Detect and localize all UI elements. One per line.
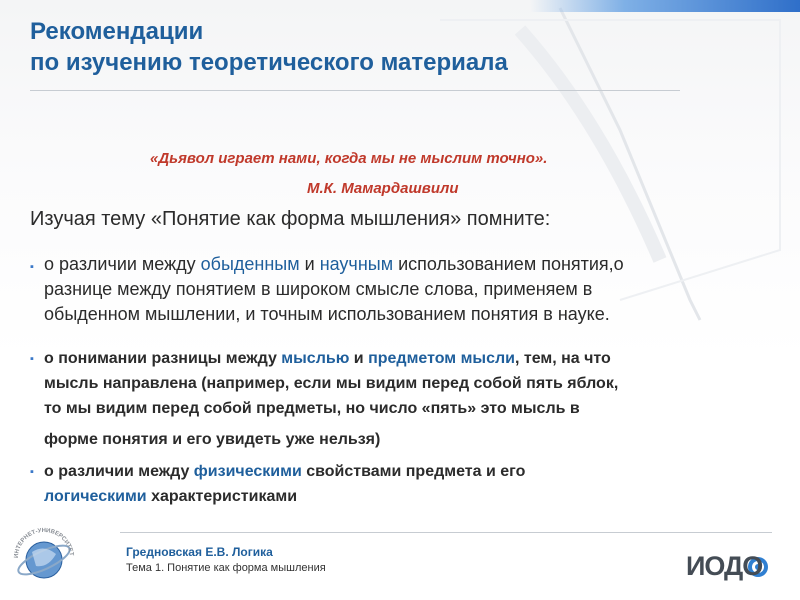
item-line: разнице между понятием в широком смысле слова, применяем в bbox=[44, 279, 593, 299]
list-item bbox=[30, 252, 775, 327]
text-run: и bbox=[299, 254, 320, 274]
iodo-logo-text: ИОДО bbox=[686, 551, 763, 581]
svg-text:ИНТЕРНЕТ-УНИВЕРСИТЕТ: ИНТЕРНЕТ-УНИВЕРСИТЕТ bbox=[13, 527, 74, 559]
title-line-2: по изучению теоретического материала bbox=[30, 49, 508, 76]
text-run: о различии между bbox=[44, 254, 201, 274]
bullet-icon: ▪ bbox=[30, 261, 34, 273]
item-line bbox=[44, 252, 775, 277]
item-line: обыденном мышлении, и точным использованием понятия в науке. bbox=[44, 304, 610, 324]
item-line bbox=[44, 459, 775, 484]
highlight-term: научным bbox=[319, 254, 394, 274]
bullet-icon: ▪ bbox=[30, 466, 34, 478]
title-divider bbox=[30, 90, 680, 91]
list-item bbox=[30, 346, 775, 452]
top-accent-bar bbox=[530, 0, 800, 12]
text-run: и bbox=[349, 350, 369, 367]
list-item bbox=[30, 459, 775, 509]
highlight-term: мыслью bbox=[281, 350, 350, 367]
item-line: то мы видим перед собой предметы, но число «пять» это мысль в bbox=[44, 400, 580, 417]
epigraph-quote: «Дьявол играет нами, когда мы не мыслим точно». bbox=[150, 150, 548, 167]
bullet-icon: ▪ bbox=[30, 353, 34, 365]
highlight-term: логическими bbox=[44, 488, 147, 505]
text-run: использованием понятия,о bbox=[393, 254, 624, 274]
text-run: , тем, на что bbox=[514, 350, 611, 367]
item-line: форме понятия и его увидеть уже нельзя) bbox=[44, 431, 381, 448]
item-line: мысль направлена (например, если мы видим перед собой пять яблок, bbox=[44, 375, 619, 392]
text-run: о понимании разницы между bbox=[44, 350, 282, 367]
page-title bbox=[30, 16, 508, 78]
highlight-term: предметом мысли bbox=[368, 350, 515, 367]
epigraph-author: М.К. Мамардашвили bbox=[307, 180, 459, 197]
item-line bbox=[44, 484, 775, 509]
text-run: характеристиками bbox=[146, 488, 298, 505]
footer-divider bbox=[120, 532, 772, 533]
highlight-term: физическими bbox=[193, 463, 302, 480]
text-run: свойствами предмета и его bbox=[301, 463, 526, 480]
item-line bbox=[44, 346, 775, 371]
footer-topic: Тема 1. Понятие как форма мышления bbox=[126, 562, 326, 574]
internet-university-logo bbox=[8, 522, 80, 594]
intro-text: Изучая тему «Понятие как форма мышления» помните: bbox=[30, 208, 551, 230]
title-line-1: Рекомендации bbox=[30, 18, 204, 45]
text-run: о различии между bbox=[44, 463, 194, 480]
footer-author-course: Гредновская Е.В. Логика bbox=[126, 545, 273, 559]
highlight-term: обыденным bbox=[200, 254, 300, 274]
